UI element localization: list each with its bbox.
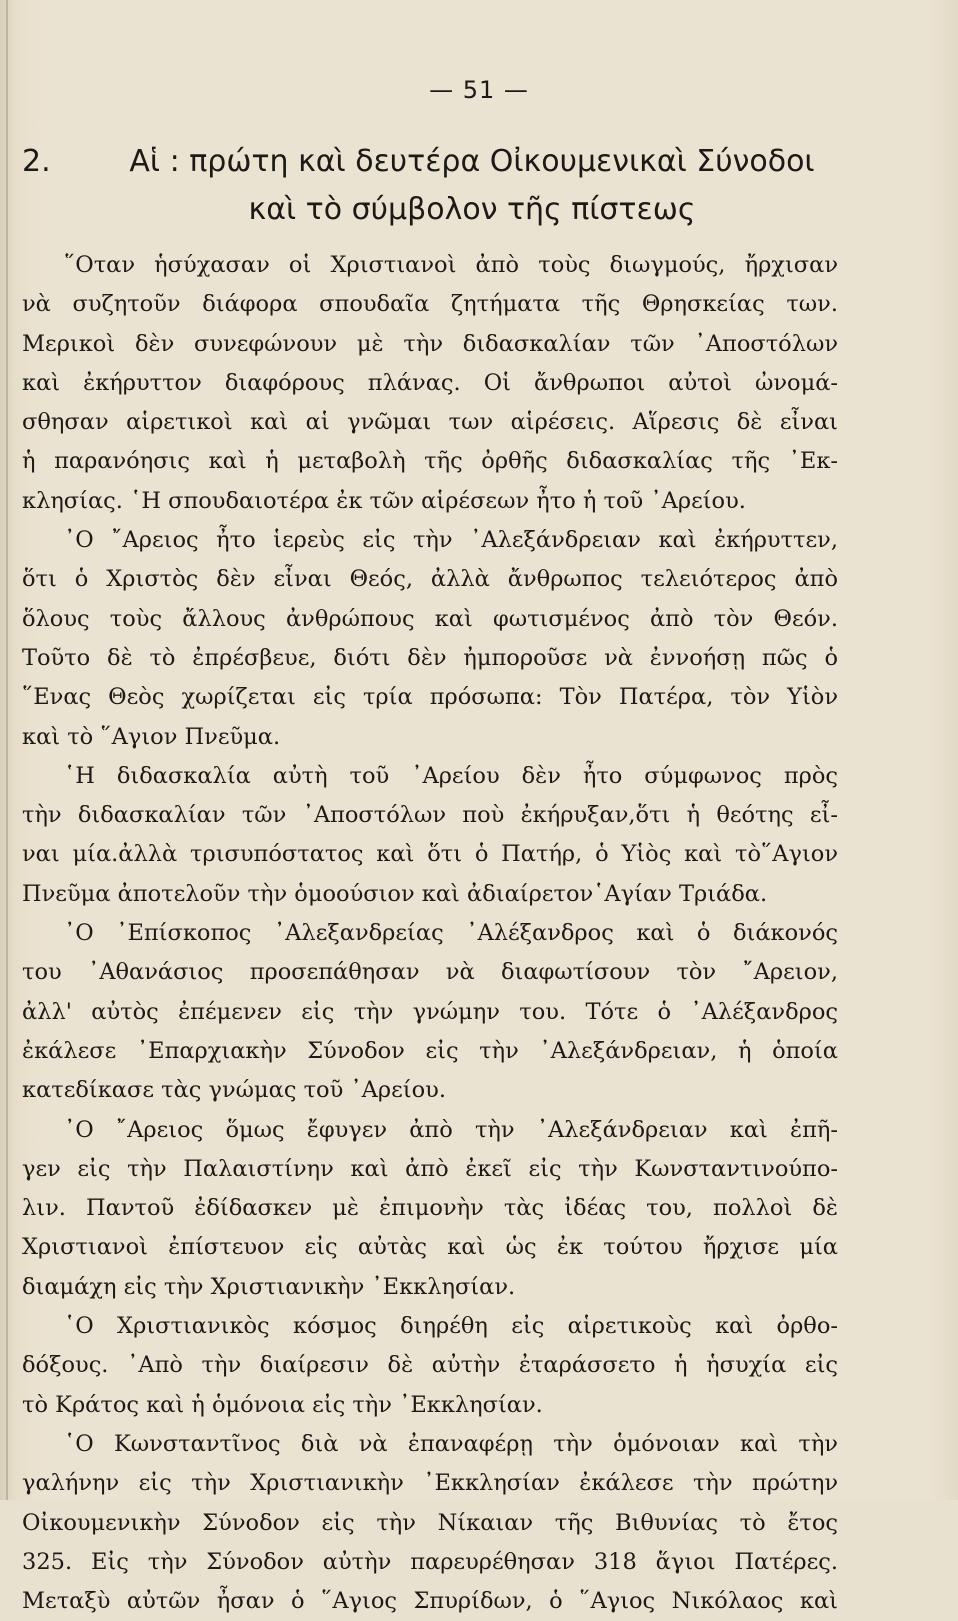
text-line: ᾿Ο ῎Αρειος ἦτο ἱερεὺς εἰς τὴν ᾿Αλεξάνδρειαν καὶ ἐκήρυττεν, (64, 527, 838, 554)
text-line: λιν. Παντοῦ ἐδίδασκεν μὲ ἐπιμονὴν τὰς ἰδέας του, πολλοὶ δὲ (22, 1195, 838, 1222)
text-line: ῞Οταν ἡσύχασαν οἱ Χριστιανοὶ ἀπὸ τοὺς διωγμούς, ἤρχισαν (64, 252, 838, 278)
text-line: σθησαν αἱρετικοὶ καὶ αἱ γνῶμαι των αἱρέσεις. Αἵρεσις δὲ εἶναι (22, 409, 838, 436)
text-line: ῾Ο Χριστιανικὸς κόσμος διηρέθη εἰς αἱρετικοὺς καὶ ὀρθο- (64, 1313, 838, 1340)
text-line: Τοῦτο δὲ τὸ ἐπρέσβευε, διότι δὲν ἠμποροῦσε νὰ ἐννοήσῃ πῶς ὁ (22, 644, 838, 671)
text-line: Μεταξὺ αὐτῶν ἦσαν ὁ ῞Αγιος Σπυρίδων, ὁ ῞Αγιος Νικόλαος καὶ (22, 1588, 838, 1615)
text-line: Μερικοὶ δὲν συνεφώνουν μὲ τὴν διδασκαλίαν τῶν ᾿Αποστόλων (22, 330, 838, 357)
text-line: ῞Ενας Θεὸς χωρίζεται εἰς τρία πρόσωπα: Τὸν Πατέρα, τὸν Υἱὸν (22, 684, 838, 711)
text-line: ὅτι ὁ Χριστὸς δὲν εἶναι Θεός, ἀλλὰ ἄνθρωπος τελειότερος ἀπὸ (22, 566, 838, 593)
text-line: νὰ συζητοῦν διάφορα σπουδαῖα ζητήματα τῆς Θρησκείας των. (22, 291, 838, 318)
text-line: καὶ ἐκήρυττον διαφόρους πλάνας. Οἱ ἄνθρωποι αὐτοὶ ὠνομά- (22, 369, 838, 396)
text-line: 325. Εἰς τὴν Σύνοδον αὐτὴν παρευρέθησαν 318 ἅγιοι Πατέρες. (22, 1548, 838, 1575)
text-line: τὸ Κράτος καὶ ἡ ὁμόνοια εἰς τὴν ᾿Εκκλησίαν. (22, 1391, 543, 1418)
text-line: γεν εἰς τὴν Παλαιστίνην καὶ ἀπὸ ἐκεῖ εἰς τὴν Κωνσταντινούπο- (22, 1155, 838, 1182)
heading-line-1: Αἱ : πρώτη καὶ δευτέρα Οἰκουμενικαὶ Σύνοδοι (129, 144, 815, 179)
text-line: κατεδίκασε τὰς γνώμας τοῦ ᾿Αρείου. (22, 1077, 446, 1104)
text-line: ᾿Ο ῎Αρειος ὅμως ἔφυγεν ἀπὸ τὴν ᾿Αλεξάνδρειαν καὶ ἐπῆ- (64, 1116, 838, 1143)
text-line: ἐκάλεσε ᾿Επαρχιακὴν Σύνοδον εἰς τὴν ᾿Αλεξάνδρειαν, ἡ ὁποία (22, 1037, 838, 1064)
heading-line-2: καὶ τὸ σύμβολον τῆς πίστεως (248, 192, 696, 227)
page-edge (6, 0, 8, 1500)
section-heading (22, 138, 922, 234)
body-text (22, 246, 838, 1621)
text-line: ῾Η διδασκαλία αὐτὴ τοῦ ᾿Αρείου δὲν ἦτο σύμφωνος πρὸς (64, 762, 838, 789)
text-line: Πνεῦμα ἀποτελοῦν τὴν ὁμοούσιον καὶ ἀδιαίρετον῾Αγίαν Τριάδα. (22, 880, 768, 907)
text-line: καὶ τὸ ῞Αγιον Πνεῦμα. (22, 723, 281, 750)
text-line: Οἰκουμενικὴν Σύνοδον εἰς τὴν Νίκαιαν τῆς Βιθυνίας τὸ ἔτος (22, 1509, 838, 1536)
text-line: γαλήνην εἰς τὴν Χριστιανικὴν ᾿Εκκλησίαν ἐκάλεσε τὴν πρώτην (22, 1470, 838, 1497)
text-line: τὴν διδασκαλίαν τῶν ᾿Αποστόλων ποὺ ἐκήρυξαν,ὅτι ἡ θεότης εἶ- (22, 802, 838, 829)
text-line: κλησίας. ῾Η σπουδαιοτέρα ἐκ τῶν αἱρέσεων ἦτο ἡ τοῦ ᾿Αρείου. (22, 487, 746, 514)
text-line: ναι μία.ἀλλὰ τρισυπόστατος καὶ ὅτι ὁ Πατήρ, ὁ Υἱὸς καὶ τὸ῞Αγιον (22, 841, 838, 868)
page-number: — 51 — (429, 76, 529, 104)
text-line: του ᾿Αθανάσιος προσεπάθησαν νὰ διαφωτίσουν τὸν ῎Αρειον, (22, 959, 838, 986)
text-line: Χριστιανοὶ ἐπίστευον εἰς αὐτὰς καὶ ὡς ἐκ τούτου ἤρχισε μία (22, 1234, 838, 1261)
text-line: δόξους. ᾿Απὸ τὴν διαίρεσιν δὲ αὐτὴν ἐταράσσετο ἡ ἡσυχία εἰς (22, 1352, 838, 1379)
text-line: διαμάχη εἰς τὴν Χριστιανικὴν ᾿Εκκλησίαν. (22, 1273, 516, 1300)
text-line: ᾿Ο ᾿Επίσκοπος ᾿Αλεξανδρείας ᾿Αλέξανδρος καὶ ὁ διάκονός (64, 920, 838, 947)
text-line: ἀλλ' αὐτὸς ἐπέμενεν εἰς τὴν γνώμην του. Τότε ὁ ᾿Αλέξανδρος (22, 998, 838, 1025)
text-line: ἡ παρανόησις καὶ ἡ μεταβολὴ τῆς ὀρθῆς διδασκαλίας τῆς ᾿Εκ- (22, 448, 838, 475)
text-line: ῾Ο Κωνσταντῖνος διὰ νὰ ἐπαναφέρῃ τὴν ὁμόνοιαν καὶ τὴν (64, 1430, 838, 1457)
text-line: ὅλους τοὺς ἄλλους ἀνθρώπους καὶ φωτισμένος ἀπὸ τὸν Θεόν. (22, 605, 838, 632)
section-number: 2. (22, 144, 51, 179)
